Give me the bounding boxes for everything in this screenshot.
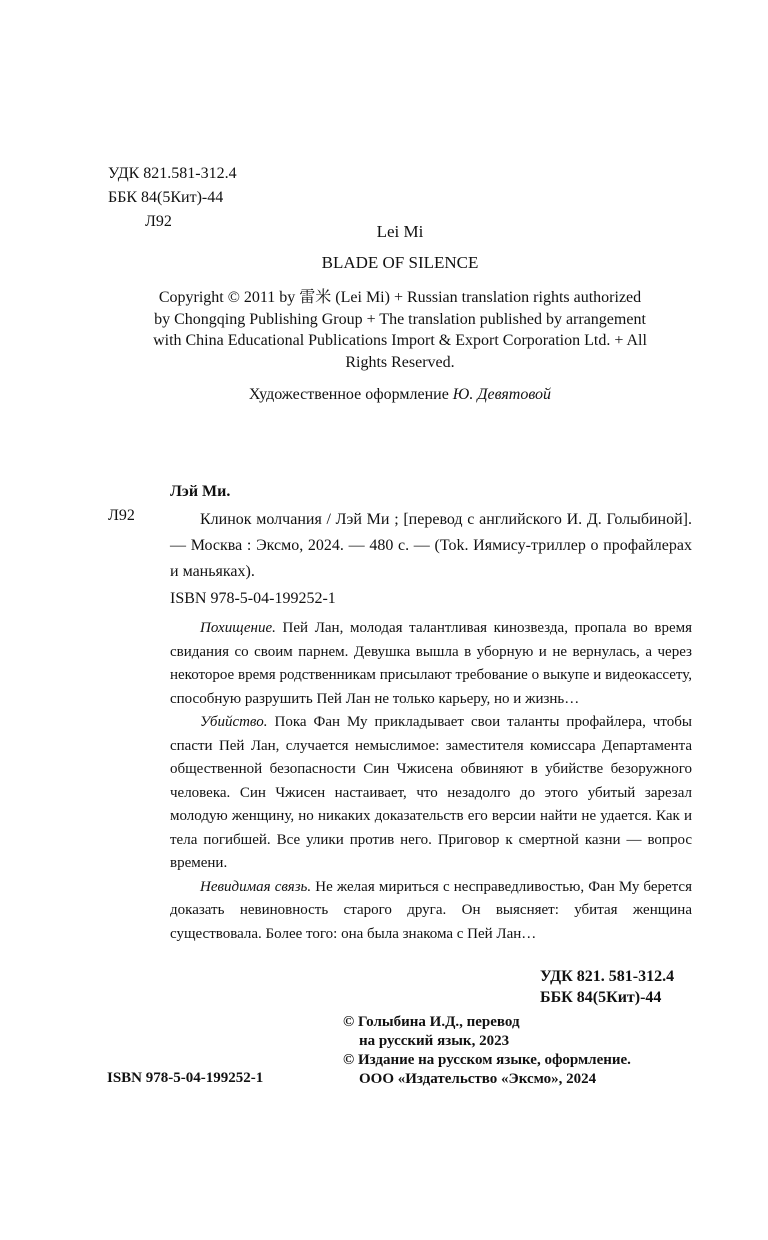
isbn: ISBN 978-5-04-199252-1 bbox=[170, 590, 336, 607]
annotation-paragraph bbox=[170, 876, 692, 947]
udk-code-bottom: УДК 821. 581-312.4 bbox=[540, 968, 675, 985]
annotation-lead: Невидимая связь. bbox=[200, 878, 312, 895]
annotation-paragraph bbox=[170, 711, 692, 876]
bbk-code-top: ББК 84(5Кит)-44 bbox=[108, 189, 224, 206]
annotation-text: Не желая мириться с несправедливостью, Фан Му берется доказать невиновность старого друга. Он выясняет: убитая женщина существовала. Более того: она была знакома с Пей Лан… bbox=[170, 878, 692, 942]
annotation-paragraph bbox=[170, 617, 692, 711]
original-copyright: Copyright © 2011 by 雷米 (Lei Mi) + Russian translation rights authorized by Chongqing Publishing Group + The translation published by arrangement with China Educational Publications Import & Export Corporation Ltd. + All Rights Reserved. bbox=[153, 289, 647, 371]
bbk-code-bottom: ББК 84(5Кит)-44 bbox=[540, 989, 662, 1006]
annotation-lead: Убийство. bbox=[200, 714, 268, 730]
annotation-lead: Похищение. bbox=[200, 620, 276, 636]
annotation-text: Пока Фан Му прикладывает свои таланты профайлера, чтобы спасти Пей Лан, случается немыслимое: заместителя комиссара Департамента общественной безопасности Син Чжисена обвиняют в убийстве безоружного человека. Син Чжисен настаивает, что незадолго до этого убитый зарезал молодую женщину, но никаких доказательств его версии найти не удается. Как и тела погибшей. Все улики против него. Приговор к смертной казни — вопрос времени. bbox=[170, 714, 692, 871]
annotation-text: Пей Лан, молодая талантливая кинозвезда, пропала во время свидания со своим парнем. Девушка вышла в уборную и не вернулась, а через некоторое время родственникам присылают требование о выкупе и видеокассету, способную разрушить Пей Лан не только карьеру, но и жизнь… bbox=[170, 620, 692, 707]
edition-copyright-cont: ООО «Издательство «Эксмо», 2024 bbox=[359, 1071, 597, 1087]
art-design-label: Художественное оформление bbox=[248, 386, 449, 403]
author-heading: Лэй Ми. bbox=[170, 483, 231, 500]
translation-copyright: © Голыбина И.Д., перевод bbox=[343, 1014, 520, 1030]
classification-bottom bbox=[540, 966, 674, 1008]
original-author: Lei Mi bbox=[376, 222, 424, 241]
author-mark-top: Л92 bbox=[145, 213, 172, 230]
bibliographic-description: Клинок молчания / Лэй Ми ; [перевод с английского И. Д. Голыбиной]. — Москва : Эксмо, 2024. — 480 с. — (Tok. Иямису-триллер о профайлерах и маньяках). bbox=[170, 511, 692, 580]
isbn-bottom: ISBN 978-5-04-199252-1 bbox=[107, 1070, 264, 1086]
copyright-block bbox=[343, 1013, 631, 1089]
author-mark: Л92 bbox=[108, 507, 135, 524]
original-title: BLADE OF SILENCE bbox=[321, 253, 479, 272]
art-design-credit bbox=[0, 386, 768, 404]
udk-code-top: УДК 821.581-312.4 bbox=[108, 165, 237, 182]
annotation bbox=[170, 617, 692, 946]
edition-copyright: © Издание на русском языке, оформление. bbox=[343, 1052, 631, 1068]
translation-copyright-cont: на русский язык, 2023 bbox=[359, 1033, 510, 1049]
art-design-name: Ю. Девятовой bbox=[452, 386, 552, 403]
